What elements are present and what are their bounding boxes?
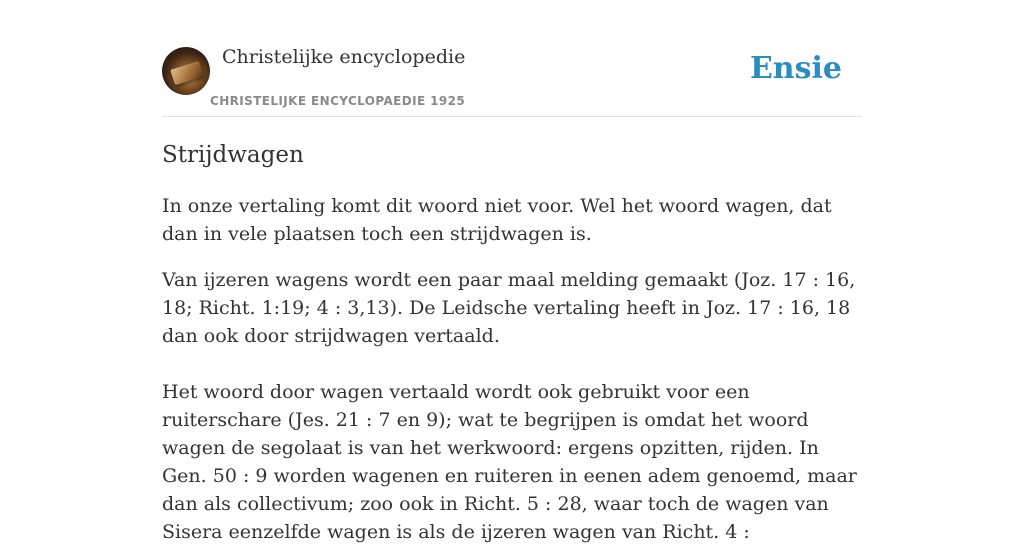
article-paragraph: Het woord door wagen vertaald wordt ook gebruikt voor een ruiterschare (Jes. 21 : 7 en 9); wat te begrijpen is omdat het woord wagen de segolaat is van het werkwoord: ergens opzitten, rijden. In Gen. 50 : 9 worden wagenen en ruiteren in eenen adem genoemd, maar dan als collectivum; zoo ook in Richt. 5 : 28, waar toch de wagen van Sisera eenzelfde wagen is als de ijzeren wagen van Richt. 4 : [162, 381, 857, 543]
article [162, 138, 862, 546]
site-title[interactable]: Christelijke encyclopedie [222, 46, 466, 68]
article-paragraph: Van ijzeren wagens wordt een paar maal melding gemaakt (Joz. 17 : 16, 18; Richt. 1:19; 4 : 3,13). De Leidsche vertaling heeft in Joz. 17 : 16, 18 dan ook door strijdwagen vertaald. [162, 269, 856, 347]
site-header [162, 0, 862, 117]
book-avatar-icon [170, 61, 203, 85]
article-title: Strijdwagen [162, 142, 304, 168]
avatar[interactable] [162, 47, 210, 95]
site-subtitle: CHRISTELIJKE ENCYCLOPAEDIE 1925 [210, 94, 466, 108]
brand-logo[interactable]: Ensie [749, 51, 842, 86]
article-paragraph: In onze vertaling komt dit woord niet voor. Wel het woord wagen, dat dan in vele plaatsen toch een strijdwagen is. [162, 195, 832, 245]
